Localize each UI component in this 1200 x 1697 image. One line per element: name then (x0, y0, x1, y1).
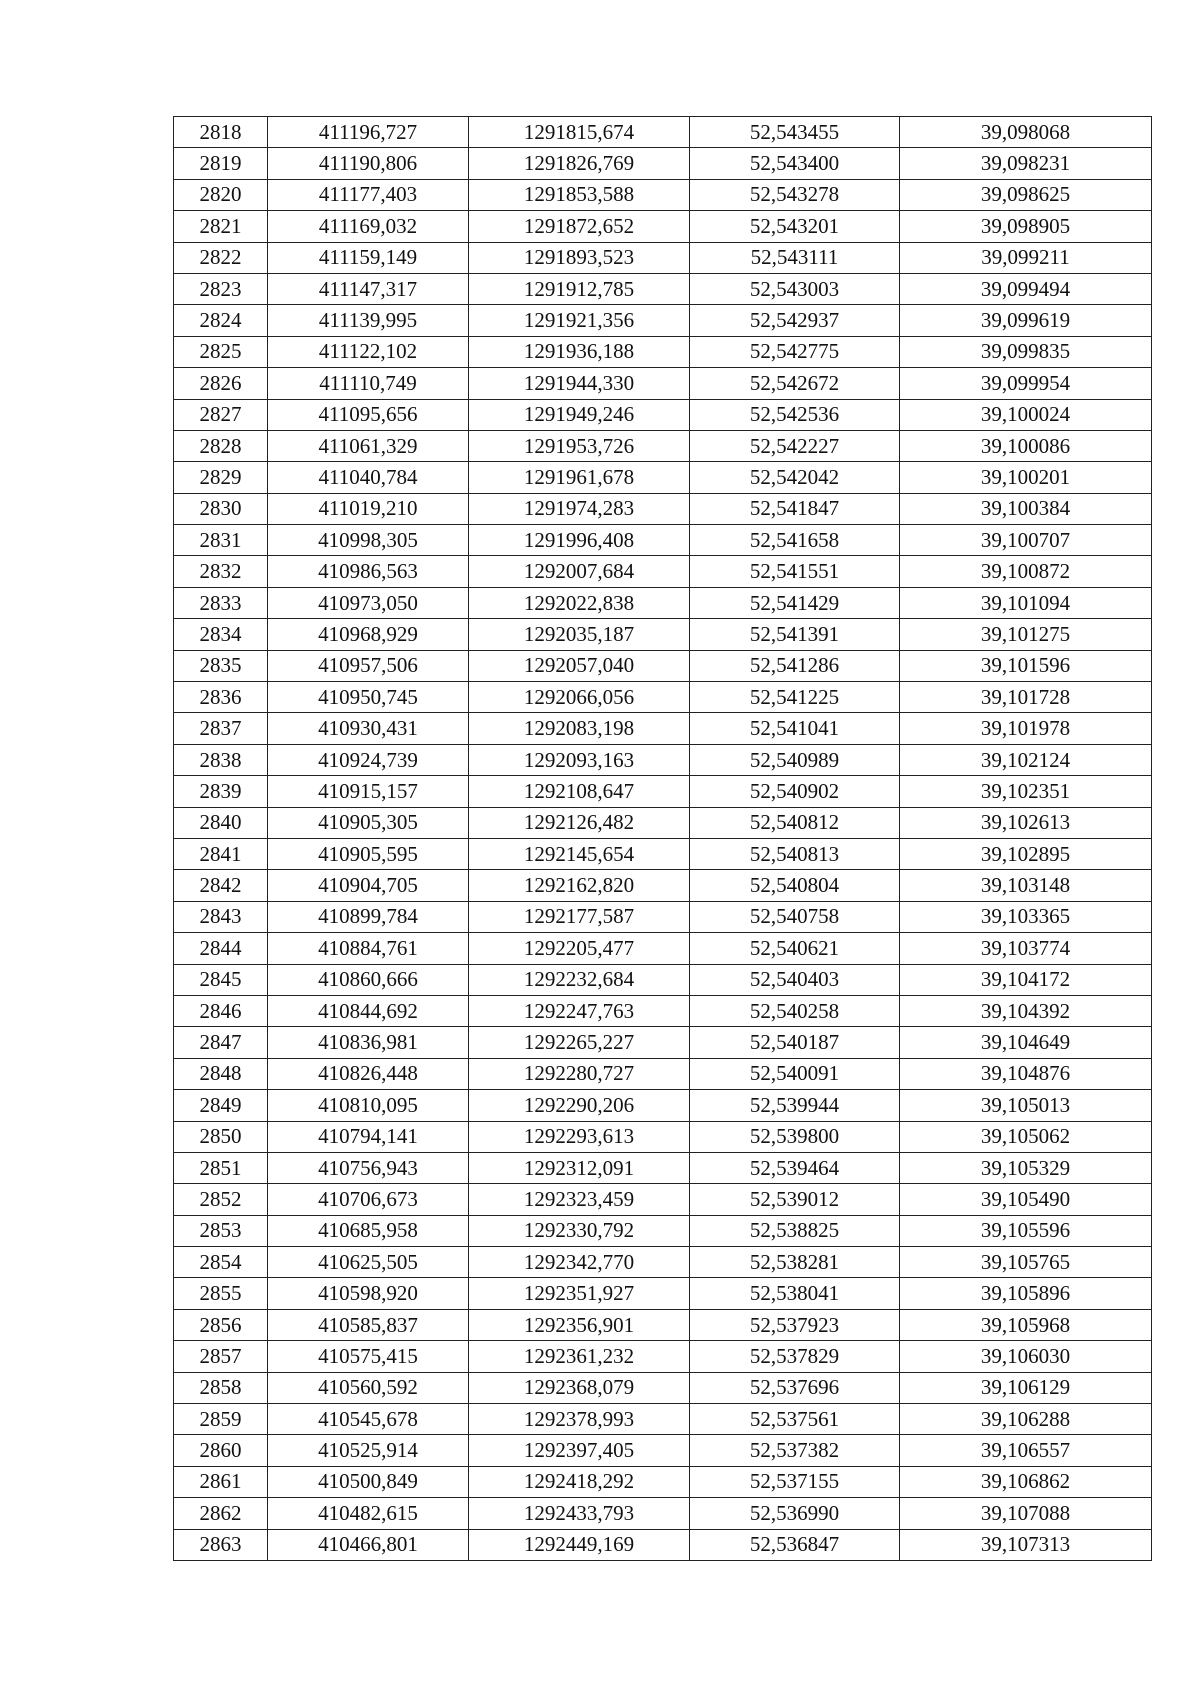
longitude-cell: 39,102124 (900, 744, 1152, 775)
latitude-cell: 52,539464 (690, 1152, 900, 1183)
x-coordinate-cell: 410998,305 (268, 525, 469, 556)
x-coordinate-cell: 411169,032 (268, 211, 469, 242)
longitude-cell: 39,106557 (900, 1435, 1152, 1466)
table-row (174, 1184, 1152, 1215)
latitude-cell: 52,540902 (690, 776, 900, 807)
longitude-cell: 39,104392 (900, 995, 1152, 1026)
y-coordinate-cell: 1292449,169 (469, 1529, 690, 1560)
x-coordinate-cell: 411061,329 (268, 430, 469, 461)
y-coordinate-cell: 1292066,056 (469, 682, 690, 713)
latitude-cell: 52,539944 (690, 1090, 900, 1121)
latitude-cell: 52,537923 (690, 1309, 900, 1340)
table-row (174, 462, 1152, 493)
latitude-cell: 52,540804 (690, 870, 900, 901)
latitude-cell: 52,540812 (690, 807, 900, 838)
x-coordinate-cell: 410545,678 (268, 1404, 469, 1435)
table-row (174, 933, 1152, 964)
longitude-cell: 39,106030 (900, 1341, 1152, 1372)
point-number-cell: 2833 (174, 587, 268, 618)
y-coordinate-cell: 1292083,198 (469, 713, 690, 744)
table-row (174, 901, 1152, 932)
y-coordinate-cell: 1292126,482 (469, 807, 690, 838)
latitude-cell: 52,539012 (690, 1184, 900, 1215)
x-coordinate-cell: 410924,739 (268, 744, 469, 775)
longitude-cell: 39,104876 (900, 1058, 1152, 1089)
latitude-cell: 52,540091 (690, 1058, 900, 1089)
latitude-cell: 52,541429 (690, 587, 900, 618)
x-coordinate-cell: 410525,914 (268, 1435, 469, 1466)
x-coordinate-cell: 411095,656 (268, 399, 469, 430)
x-coordinate-cell: 410973,050 (268, 587, 469, 618)
point-number-cell: 2819 (174, 148, 268, 179)
x-coordinate-cell: 411110,749 (268, 368, 469, 399)
y-coordinate-cell: 1291872,652 (469, 211, 690, 242)
y-coordinate-cell: 1291921,356 (469, 305, 690, 336)
x-coordinate-cell: 410904,705 (268, 870, 469, 901)
table-row (174, 305, 1152, 336)
point-number-cell: 2856 (174, 1309, 268, 1340)
table-row (174, 807, 1152, 838)
x-coordinate-cell: 410625,505 (268, 1247, 469, 1278)
point-number-cell: 2846 (174, 995, 268, 1026)
y-coordinate-cell: 1292378,993 (469, 1404, 690, 1435)
longitude-cell: 39,105968 (900, 1309, 1152, 1340)
table-row (174, 1278, 1152, 1309)
longitude-cell: 39,101596 (900, 650, 1152, 681)
y-coordinate-cell: 1292312,091 (469, 1152, 690, 1183)
x-coordinate-cell: 410706,673 (268, 1184, 469, 1215)
y-coordinate-cell: 1291936,188 (469, 336, 690, 367)
y-coordinate-cell: 1291853,588 (469, 179, 690, 210)
longitude-cell: 39,101728 (900, 682, 1152, 713)
x-coordinate-cell: 411190,806 (268, 148, 469, 179)
x-coordinate-cell: 410957,506 (268, 650, 469, 681)
table-row (174, 399, 1152, 430)
table-row (174, 682, 1152, 713)
y-coordinate-cell: 1292145,654 (469, 838, 690, 869)
y-coordinate-cell: 1292397,405 (469, 1435, 690, 1466)
latitude-cell: 52,538825 (690, 1215, 900, 1246)
point-number-cell: 2818 (174, 117, 268, 148)
latitude-cell: 52,541225 (690, 682, 900, 713)
latitude-cell: 52,543111 (690, 242, 900, 273)
x-coordinate-cell: 411122,102 (268, 336, 469, 367)
x-coordinate-cell: 411196,727 (268, 117, 469, 148)
x-coordinate-cell: 410860,666 (268, 964, 469, 995)
table-row (174, 838, 1152, 869)
longitude-cell: 39,098625 (900, 179, 1152, 210)
x-coordinate-cell: 411040,784 (268, 462, 469, 493)
table-row (174, 870, 1152, 901)
table-row (174, 525, 1152, 556)
x-coordinate-cell: 410482,615 (268, 1498, 469, 1529)
table-row (174, 1090, 1152, 1121)
x-coordinate-cell: 410598,920 (268, 1278, 469, 1309)
longitude-cell: 39,105896 (900, 1278, 1152, 1309)
table-row (174, 964, 1152, 995)
table-row (174, 650, 1152, 681)
latitude-cell: 52,541658 (690, 525, 900, 556)
table-row (174, 1027, 1152, 1058)
table-row (174, 273, 1152, 304)
y-coordinate-cell: 1292035,187 (469, 619, 690, 650)
x-coordinate-cell: 411139,995 (268, 305, 469, 336)
point-number-cell: 2836 (174, 682, 268, 713)
longitude-cell: 39,100872 (900, 556, 1152, 587)
table-row (174, 1404, 1152, 1435)
longitude-cell: 39,104172 (900, 964, 1152, 995)
longitude-cell: 39,107088 (900, 1498, 1152, 1529)
point-number-cell: 2825 (174, 336, 268, 367)
table-row (174, 1498, 1152, 1529)
table-row (174, 211, 1152, 242)
latitude-cell: 52,541847 (690, 493, 900, 524)
latitude-cell: 52,543003 (690, 273, 900, 304)
x-coordinate-cell: 411177,403 (268, 179, 469, 210)
longitude-cell: 39,105596 (900, 1215, 1152, 1246)
latitude-cell: 52,541391 (690, 619, 900, 650)
latitude-cell: 52,540758 (690, 901, 900, 932)
latitude-cell: 52,538281 (690, 1247, 900, 1278)
x-coordinate-cell: 410930,431 (268, 713, 469, 744)
table-row (174, 1215, 1152, 1246)
x-coordinate-cell: 410560,592 (268, 1372, 469, 1403)
table-row (174, 430, 1152, 461)
point-number-cell: 2855 (174, 1278, 268, 1309)
y-coordinate-cell: 1292361,232 (469, 1341, 690, 1372)
table-row (174, 1435, 1152, 1466)
y-coordinate-cell: 1292265,227 (469, 1027, 690, 1058)
x-coordinate-cell: 410575,415 (268, 1341, 469, 1372)
point-number-cell: 2823 (174, 273, 268, 304)
longitude-cell: 39,105765 (900, 1247, 1152, 1278)
table-row (174, 368, 1152, 399)
point-number-cell: 2843 (174, 901, 268, 932)
y-coordinate-cell: 1291912,785 (469, 273, 690, 304)
point-number-cell: 2832 (174, 556, 268, 587)
x-coordinate-cell: 411019,210 (268, 493, 469, 524)
longitude-cell: 39,106862 (900, 1466, 1152, 1497)
latitude-cell: 52,537561 (690, 1404, 900, 1435)
table-row (174, 1152, 1152, 1183)
latitude-cell: 52,542042 (690, 462, 900, 493)
point-number-cell: 2837 (174, 713, 268, 744)
point-number-cell: 2826 (174, 368, 268, 399)
point-number-cell: 2827 (174, 399, 268, 430)
point-number-cell: 2821 (174, 211, 268, 242)
latitude-cell: 52,537155 (690, 1466, 900, 1497)
y-coordinate-cell: 1292232,684 (469, 964, 690, 995)
longitude-cell: 39,103365 (900, 901, 1152, 932)
table-row (174, 619, 1152, 650)
y-coordinate-cell: 1292342,770 (469, 1247, 690, 1278)
table-row (174, 1309, 1152, 1340)
longitude-cell: 39,103148 (900, 870, 1152, 901)
longitude-cell: 39,105013 (900, 1090, 1152, 1121)
longitude-cell: 39,102351 (900, 776, 1152, 807)
table-row (174, 587, 1152, 618)
table-row (174, 1466, 1152, 1497)
x-coordinate-cell: 410899,784 (268, 901, 469, 932)
y-coordinate-cell: 1292418,292 (469, 1466, 690, 1497)
point-number-cell: 2862 (174, 1498, 268, 1529)
y-coordinate-cell: 1291944,330 (469, 368, 690, 399)
point-number-cell: 2824 (174, 305, 268, 336)
table-row (174, 242, 1152, 273)
x-coordinate-cell: 410836,981 (268, 1027, 469, 1058)
point-number-cell: 2851 (174, 1152, 268, 1183)
point-number-cell: 2839 (174, 776, 268, 807)
x-coordinate-cell: 410986,563 (268, 556, 469, 587)
point-number-cell: 2820 (174, 179, 268, 210)
y-coordinate-cell: 1291815,674 (469, 117, 690, 148)
longitude-cell: 39,106129 (900, 1372, 1152, 1403)
longitude-cell: 39,099619 (900, 305, 1152, 336)
point-number-cell: 2852 (174, 1184, 268, 1215)
x-coordinate-cell: 410810,095 (268, 1090, 469, 1121)
longitude-cell: 39,099211 (900, 242, 1152, 273)
latitude-cell: 52,538041 (690, 1278, 900, 1309)
longitude-cell: 39,100086 (900, 430, 1152, 461)
point-number-cell: 2854 (174, 1247, 268, 1278)
y-coordinate-cell: 1292351,927 (469, 1278, 690, 1309)
longitude-cell: 39,098231 (900, 148, 1152, 179)
y-coordinate-cell: 1291996,408 (469, 525, 690, 556)
latitude-cell: 52,540813 (690, 838, 900, 869)
x-coordinate-cell: 411147,317 (268, 273, 469, 304)
table-row (174, 1529, 1152, 1560)
point-number-cell: 2857 (174, 1341, 268, 1372)
point-number-cell: 2844 (174, 933, 268, 964)
y-coordinate-cell: 1292022,838 (469, 587, 690, 618)
longitude-cell: 39,101978 (900, 713, 1152, 744)
table-row (174, 1121, 1152, 1152)
point-number-cell: 2847 (174, 1027, 268, 1058)
table-row (174, 1247, 1152, 1278)
y-coordinate-cell: 1291953,726 (469, 430, 690, 461)
table-row (174, 493, 1152, 524)
latitude-cell: 52,543400 (690, 148, 900, 179)
latitude-cell: 52,541286 (690, 650, 900, 681)
x-coordinate-cell: 410915,157 (268, 776, 469, 807)
point-number-cell: 2835 (174, 650, 268, 681)
x-coordinate-cell: 410826,448 (268, 1058, 469, 1089)
point-number-cell: 2848 (174, 1058, 268, 1089)
y-coordinate-cell: 1292162,820 (469, 870, 690, 901)
longitude-cell: 39,105062 (900, 1121, 1152, 1152)
y-coordinate-cell: 1292433,793 (469, 1498, 690, 1529)
longitude-cell: 39,100384 (900, 493, 1152, 524)
latitude-cell: 52,543201 (690, 211, 900, 242)
latitude-cell: 52,537382 (690, 1435, 900, 1466)
point-number-cell: 2845 (174, 964, 268, 995)
point-number-cell: 2853 (174, 1215, 268, 1246)
x-coordinate-cell: 410905,595 (268, 838, 469, 869)
latitude-cell: 52,542937 (690, 305, 900, 336)
x-coordinate-cell: 410844,692 (268, 995, 469, 1026)
y-coordinate-cell: 1291961,678 (469, 462, 690, 493)
point-number-cell: 2863 (174, 1529, 268, 1560)
longitude-cell: 39,103774 (900, 933, 1152, 964)
latitude-cell: 52,542536 (690, 399, 900, 430)
point-number-cell: 2859 (174, 1404, 268, 1435)
latitude-cell: 52,540989 (690, 744, 900, 775)
y-coordinate-cell: 1291826,769 (469, 148, 690, 179)
latitude-cell: 52,537696 (690, 1372, 900, 1403)
latitude-cell: 52,536990 (690, 1498, 900, 1529)
latitude-cell: 52,537829 (690, 1341, 900, 1372)
longitude-cell: 39,099494 (900, 273, 1152, 304)
longitude-cell: 39,099954 (900, 368, 1152, 399)
point-number-cell: 2842 (174, 870, 268, 901)
longitude-cell: 39,100201 (900, 462, 1152, 493)
longitude-cell: 39,100024 (900, 399, 1152, 430)
table-row (174, 744, 1152, 775)
x-coordinate-cell: 410466,801 (268, 1529, 469, 1560)
x-coordinate-cell: 410500,849 (268, 1466, 469, 1497)
latitude-cell: 52,543455 (690, 117, 900, 148)
longitude-cell: 39,101275 (900, 619, 1152, 650)
latitude-cell: 52,540258 (690, 995, 900, 1026)
longitude-cell: 39,102895 (900, 838, 1152, 869)
longitude-cell: 39,106288 (900, 1404, 1152, 1435)
point-number-cell: 2830 (174, 493, 268, 524)
table-row (174, 336, 1152, 367)
latitude-cell: 52,540403 (690, 964, 900, 995)
point-number-cell: 2850 (174, 1121, 268, 1152)
x-coordinate-cell: 410585,837 (268, 1309, 469, 1340)
y-coordinate-cell: 1291974,283 (469, 493, 690, 524)
point-number-cell: 2822 (174, 242, 268, 273)
longitude-cell: 39,101094 (900, 587, 1152, 618)
y-coordinate-cell: 1292093,163 (469, 744, 690, 775)
y-coordinate-cell: 1292205,477 (469, 933, 690, 964)
x-coordinate-cell: 410968,929 (268, 619, 469, 650)
longitude-cell: 39,098905 (900, 211, 1152, 242)
latitude-cell: 52,539800 (690, 1121, 900, 1152)
longitude-cell: 39,104649 (900, 1027, 1152, 1058)
y-coordinate-cell: 1292177,587 (469, 901, 690, 932)
longitude-cell: 39,102613 (900, 807, 1152, 838)
y-coordinate-cell: 1292323,459 (469, 1184, 690, 1215)
table-row (174, 1372, 1152, 1403)
x-coordinate-cell: 410685,958 (268, 1215, 469, 1246)
x-coordinate-cell: 410950,745 (268, 682, 469, 713)
x-coordinate-cell: 411159,149 (268, 242, 469, 273)
y-coordinate-cell: 1292368,079 (469, 1372, 690, 1403)
y-coordinate-cell: 1292293,613 (469, 1121, 690, 1152)
x-coordinate-cell: 410884,761 (268, 933, 469, 964)
longitude-cell: 39,105329 (900, 1152, 1152, 1183)
y-coordinate-cell: 1292330,792 (469, 1215, 690, 1246)
point-number-cell: 2831 (174, 525, 268, 556)
table-row (174, 995, 1152, 1026)
table-row (174, 556, 1152, 587)
longitude-cell: 39,099835 (900, 336, 1152, 367)
latitude-cell: 52,542672 (690, 368, 900, 399)
latitude-cell: 52,543278 (690, 179, 900, 210)
table-row (174, 179, 1152, 210)
point-number-cell: 2841 (174, 838, 268, 869)
table-row (174, 713, 1152, 744)
y-coordinate-cell: 1292007,684 (469, 556, 690, 587)
table-row (174, 148, 1152, 179)
latitude-cell: 52,536847 (690, 1529, 900, 1560)
x-coordinate-cell: 410905,305 (268, 807, 469, 838)
longitude-cell: 39,107313 (900, 1529, 1152, 1560)
point-number-cell: 2858 (174, 1372, 268, 1403)
table-row (174, 1341, 1152, 1372)
longitude-cell: 39,105490 (900, 1184, 1152, 1215)
latitude-cell: 52,542775 (690, 336, 900, 367)
point-number-cell: 2834 (174, 619, 268, 650)
latitude-cell: 52,541551 (690, 556, 900, 587)
point-number-cell: 2860 (174, 1435, 268, 1466)
point-number-cell: 2838 (174, 744, 268, 775)
x-coordinate-cell: 410756,943 (268, 1152, 469, 1183)
y-coordinate-cell: 1292108,647 (469, 776, 690, 807)
longitude-cell: 39,098068 (900, 117, 1152, 148)
point-number-cell: 2849 (174, 1090, 268, 1121)
coordinates-table-body (174, 117, 1152, 1561)
point-number-cell: 2840 (174, 807, 268, 838)
point-number-cell: 2861 (174, 1466, 268, 1497)
longitude-cell: 39,100707 (900, 525, 1152, 556)
y-coordinate-cell: 1292290,206 (469, 1090, 690, 1121)
latitude-cell: 52,541041 (690, 713, 900, 744)
latitude-cell: 52,542227 (690, 430, 900, 461)
point-number-cell: 2829 (174, 462, 268, 493)
y-coordinate-cell: 1292356,901 (469, 1309, 690, 1340)
y-coordinate-cell: 1292280,727 (469, 1058, 690, 1089)
table-row (174, 1058, 1152, 1089)
y-coordinate-cell: 1292057,040 (469, 650, 690, 681)
y-coordinate-cell: 1292247,763 (469, 995, 690, 1026)
table-row (174, 776, 1152, 807)
latitude-cell: 52,540621 (690, 933, 900, 964)
y-coordinate-cell: 1291893,523 (469, 242, 690, 273)
coordinates-table (173, 116, 1152, 1561)
table-row (174, 117, 1152, 148)
latitude-cell: 52,540187 (690, 1027, 900, 1058)
point-number-cell: 2828 (174, 430, 268, 461)
y-coordinate-cell: 1291949,246 (469, 399, 690, 430)
x-coordinate-cell: 410794,141 (268, 1121, 469, 1152)
